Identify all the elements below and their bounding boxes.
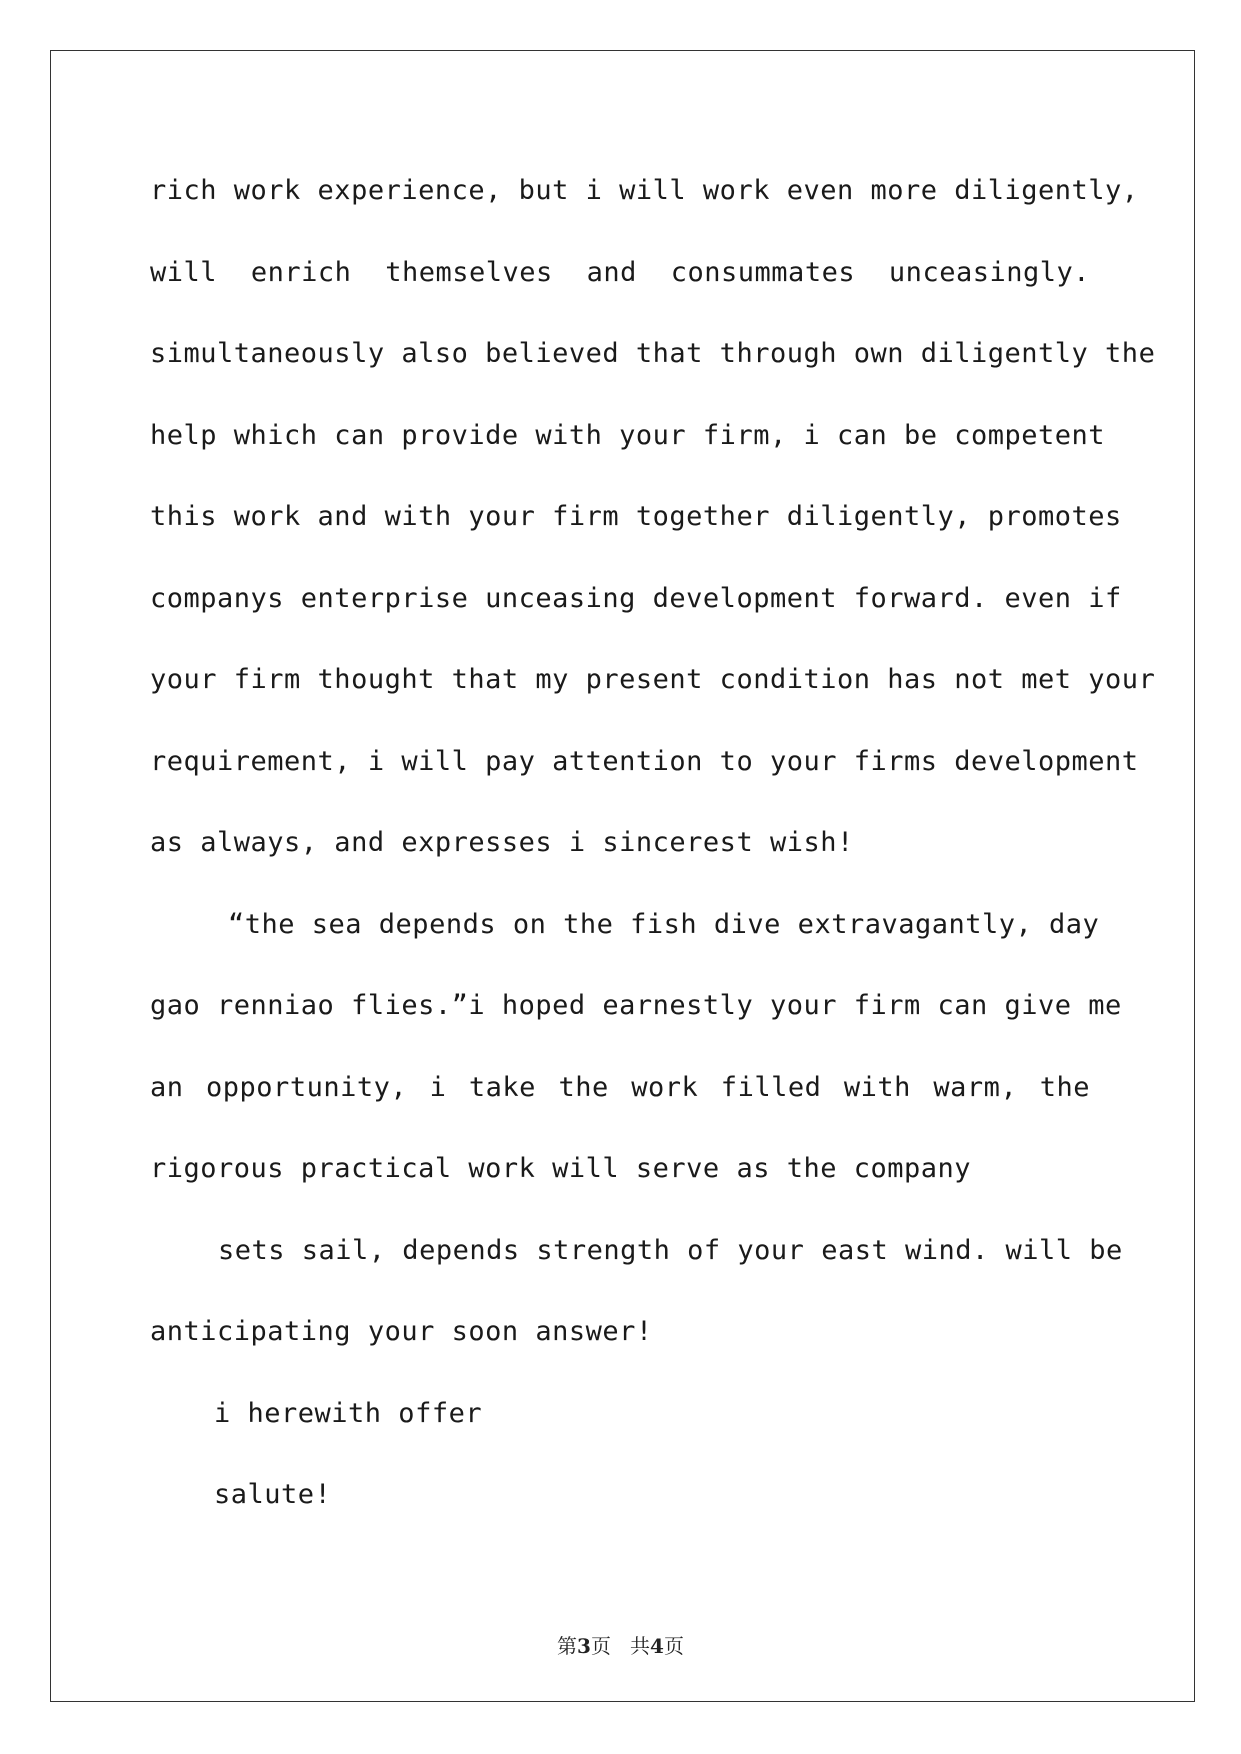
- closing-line: i herewith offer: [214, 1397, 483, 1429]
- text-line: gao renniao flies.”i hoped earnestly your firm can give me: [150, 990, 1122, 1021]
- salutation-line: salute!: [214, 1479, 332, 1510]
- text-line: help which can provide with your firm, i can be competent: [150, 419, 1106, 451]
- text-line: rich work experience, but i will work even more diligently,: [150, 175, 1139, 206]
- footer-total-suffix: 页: [663, 1634, 684, 1658]
- text-line: will enrich themselves and consummates unceasingly.: [150, 256, 1090, 288]
- page-footer: [0, 1630, 1241, 1659]
- total-pages-number: 4: [650, 1634, 664, 1658]
- text-line: sets sail, depends strength of your east wind. will be: [218, 1234, 1123, 1266]
- text-line: requirement, i will pay attention to your firms development: [150, 745, 1139, 777]
- text-line: simultaneously also believed that through own diligently the: [150, 338, 1156, 369]
- letter-body: [150, 150, 1156, 1536]
- text-line: companys enterprise unceasing development forward. even if: [150, 582, 1122, 614]
- footer-page-word: 页: [590, 1634, 611, 1658]
- text-line: rigorous practical work will serve as the company: [150, 1153, 972, 1184]
- text-line: as always, and expresses i sincerest wish!: [150, 827, 854, 858]
- footer-total-prefix: 共: [630, 1634, 651, 1658]
- text-line: an opportunity, i take the work filled with warm, the: [150, 1071, 1090, 1103]
- text-line: anticipating your soon answer!: [150, 1316, 653, 1347]
- text-line: this work and with your firm together diligently, promotes: [150, 501, 1122, 532]
- text-line: your firm thought that my present condition has not met your: [150, 664, 1156, 695]
- current-page-number: 3: [577, 1634, 591, 1658]
- footer-prefix: 第: [557, 1634, 578, 1658]
- text-line: “the sea depends on the fish dive extravagantly, day: [228, 908, 1100, 940]
